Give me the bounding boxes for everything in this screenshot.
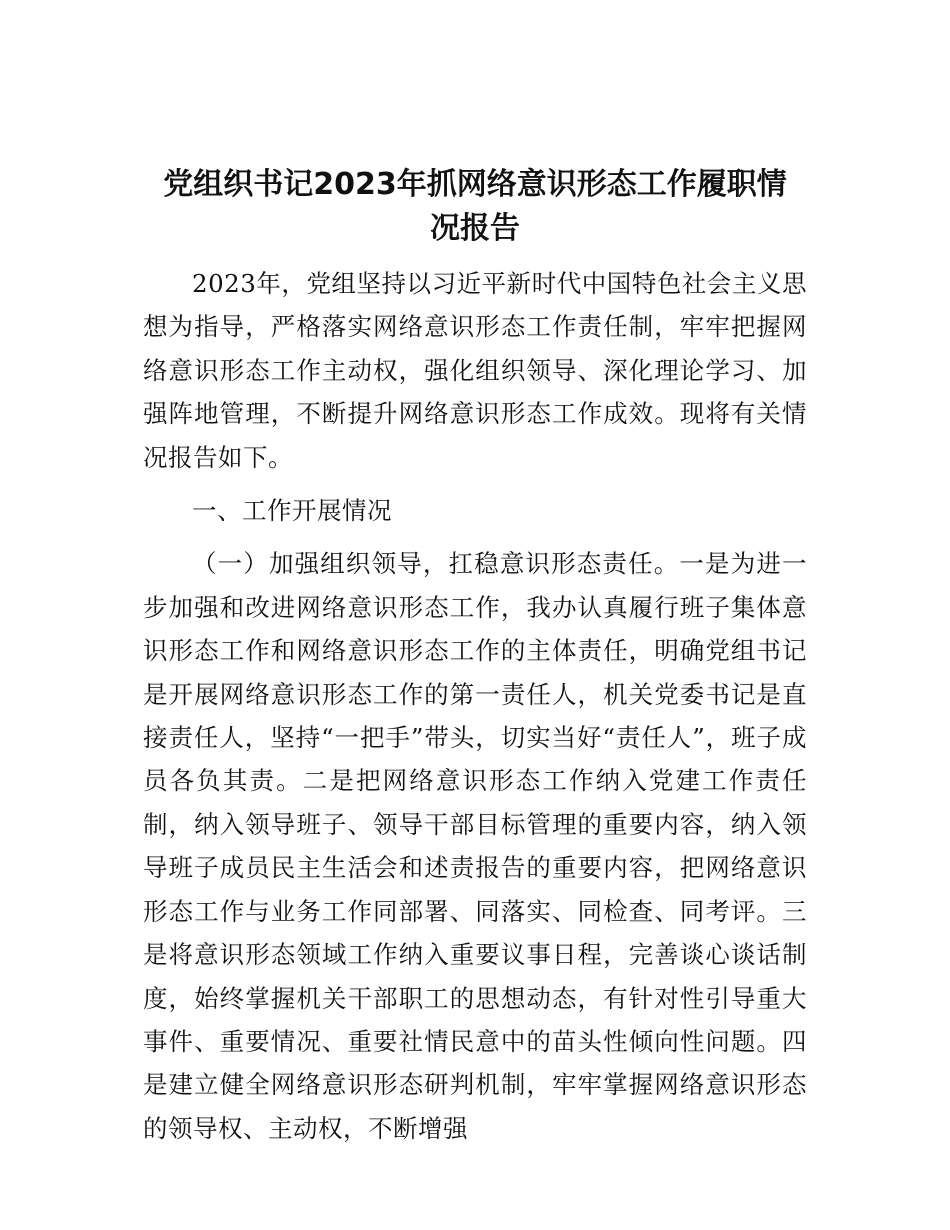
- intro-paragraph: 2023年，党组坚持以习近平新时代中国特色社会主义思想为指导，严格落实网络意识形态工作责任制，牢牢把握网络意识形态工作主动权，强化组织领导、深化理论学习、加强阵地管理，不断提升网络意识形态工作成效。现将有关情况报告如下。: [143, 269, 807, 472]
- section1-paragraph-1: （一）加强组织领导，扛稳意识形态责任。一是为进一步加强和改进网络意识形态工作，我办认真履行班子集体意识形态工作和网络意识形态工作的主体责任，明确党组书记是开展网络意识形态工作的第一责任人，机关党委书记是直接责任人，坚持“一把手”带头，切实当好“责任人”，班子成员各负其责。二是把网络意识形态工作纳入党建工作责任制，纳入领导班子、领导干部目标管理的重要内容，纳入领导班子成员民主生活会和述责报告的重要内容，把网络意识形态工作与业务工作同部署、同落实、同检查、同考评。三是将意识形态领域工作纳入重要议事日程，完善谈心谈话制度，始终掌握机关干部职工的思想动态，有针对性引导重大事件、重要情况、重要社情民意中的苗头性倾向性问题。四是建立健全网络意识形态研判机制，牢牢掌握网络意识形态的领导权、主动权，不断增强: [143, 549, 807, 1143]
- document-body: [143, 262, 807, 1150]
- title-line-1: 党组织书记2023年抓网络意识形态工作履职情: [163, 167, 787, 202]
- document-title: [100, 163, 850, 251]
- title-line-2: 况报告: [430, 211, 520, 246]
- section-heading-1: 一、工作开展情况: [192, 496, 392, 526]
